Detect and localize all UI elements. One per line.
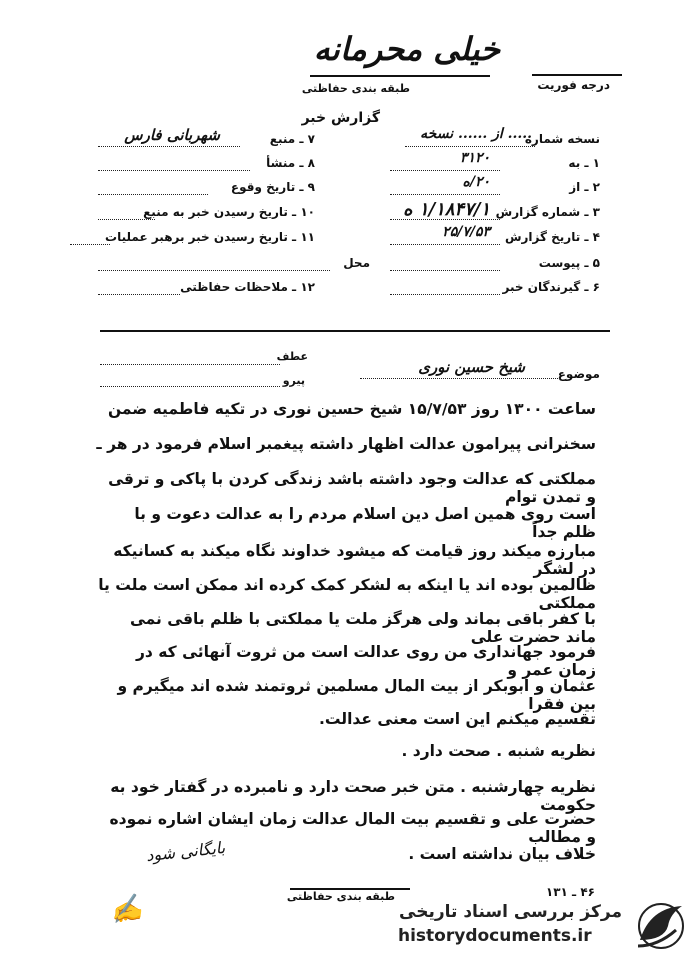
field-right-label: ۴ ـ تاریخ گزارش: [504, 230, 600, 244]
footer-classification-label: طبقه بندی حفاظتی: [286, 890, 395, 903]
body-line: سخنرانی پیرامون عدالت اظهار داشته پیغمبر اسلام فرمود در هر ـ: [96, 435, 596, 453]
field-left-label: ۱۰ ـ تاریخ رسیدن خبر به منبع: [143, 205, 315, 219]
body-line: عثمان و ابوبکر از بیت المال مسلمین ثروتمند شده اند میگیرم و بین فقرا: [117, 677, 596, 713]
field-right-dots: [390, 194, 500, 195]
field-left-value: شهربانی فارس: [124, 126, 220, 144]
field-right-label: ۶ ـ گیرندگان خبر: [502, 280, 600, 294]
subject-value: شیخ حسین نوری: [418, 358, 525, 376]
field-right-dots: [405, 146, 535, 147]
field-left-label: ۱۱ ـ تاریخ رسیدن خبر برهبر عملیات: [105, 230, 315, 244]
archive-logo: [630, 900, 692, 952]
ref-bottom-label: پیرو: [282, 374, 305, 387]
field-right-value: ۲۵/۷/۵۳: [442, 224, 490, 240]
field-right-value: ۱/۱۸۴۷/۱ ه: [403, 199, 490, 220]
field-right-dots: [390, 170, 500, 171]
field-right-dots: [390, 244, 500, 245]
header-divider: [100, 330, 610, 332]
urgency-label: درجه فوریت: [537, 78, 610, 92]
field-left-dots: [98, 219, 155, 220]
classification-label: طبقه بندی حفاظتی: [301, 82, 410, 95]
subject-label: موضوع: [557, 367, 600, 381]
signature-handwritten: بایگانی شود: [145, 837, 226, 866]
field-left-label: ۱۲ ـ ملاحظات حفاظتی: [180, 280, 315, 294]
urgency-underline: [532, 74, 622, 76]
body-line: خلاف بیان نداشته است .: [408, 845, 596, 863]
body-line: فرمود جهانداری من روی عدالت است من ثروت آنهائی که در زمان عمر و: [135, 643, 596, 679]
body-line: مملکتی که عدالت وجود داشته باشد زندگی کردن با پاکی و ترقی و تمدن توام: [108, 470, 596, 506]
watermark-url: historydocuments.ir: [398, 926, 592, 946]
body-line: با کفر باقی بماند ولی هرگز ملت یا مملکتی با ظلم باقی نمی ماند حضرت علی: [129, 610, 596, 646]
body-line: نظریه شنبه . صحت دارد .: [401, 742, 596, 760]
field-left-label: ۹ ـ تاریخ وقوع: [230, 180, 315, 194]
field-left-dots: [98, 194, 208, 195]
body-line: مبارزه میکند روز قیامت که میشود خداوند نگاه میکند به کسانیکه در لشگر: [113, 542, 596, 578]
body-line: تقسیم میکنم این است معنی عدالت.: [318, 710, 596, 728]
field-right-label: ۵ ـ پیوست: [538, 256, 600, 270]
ref-top-label: عطف: [276, 350, 308, 363]
body-line: ساعت ۱۳۰۰ روز ۱۵/۷/۵۳ شیخ حسین نوری در تکیه فاطمیه ضمن: [107, 400, 596, 418]
subject-dots: [360, 378, 560, 379]
field-left-label: ۷ ـ منبع: [269, 132, 315, 146]
field-left-dots: [98, 146, 240, 147]
body-line: است روی همین اصل دین اسلام مردم را به عدالت دعوت و با ظلم جداً: [134, 505, 596, 541]
ref-top-dots: [100, 364, 280, 365]
field-right-label: نسخه شماره: [524, 132, 600, 146]
classification-underline: [310, 75, 490, 77]
field-right-value: ۲۰/ه: [462, 174, 490, 190]
field-left-label: ۸ ـ منشأ: [266, 156, 315, 170]
field-left-dots: [98, 294, 180, 295]
field-left-dots: [98, 270, 330, 271]
field-right-dots: [390, 219, 500, 220]
signature-scribble: ✍: [107, 892, 145, 928]
watermark-org-name: مرکز بررسی اسناد تاریخی: [399, 902, 622, 922]
field-right-dots: [390, 270, 500, 271]
field-right-dots: [390, 294, 500, 295]
classification-handwritten: خیلی محرمانه: [313, 30, 500, 68]
field-right-label: ۳ ـ شماره گزارش: [495, 205, 600, 219]
field-left-dots: [70, 244, 110, 245]
field-right-label: ۲ ـ از: [569, 180, 600, 194]
body-line: نظریه چهارشنبه . متن خبر صحت دارد و نامبرده در گفتار خود به حکومت: [110, 778, 596, 814]
body-line: حضرت علی و تقسیم بیت المال عدالت زمان ایشان اشاره نموده و مطالب: [109, 810, 596, 846]
field-left-dots: [98, 170, 250, 171]
report-title: گزارش خبر: [301, 110, 380, 126]
archive-logo-icon: [630, 900, 692, 952]
field-right-value: ۳۱۲۰: [459, 150, 490, 166]
ref-bottom-dots: [100, 386, 280, 387]
field-right-label: ۱ ـ به: [568, 156, 600, 170]
page-code: ۴۶ ـ ۱۳۱: [545, 885, 595, 899]
body-line: ظالمین بوده اند یا اینکه به لشکر کمک کرده اند ممکن است ملت یا مملکتی: [98, 576, 596, 612]
field-left-label: محل: [343, 256, 370, 270]
field-right-value: ..... از ...... نسخه: [420, 126, 532, 142]
